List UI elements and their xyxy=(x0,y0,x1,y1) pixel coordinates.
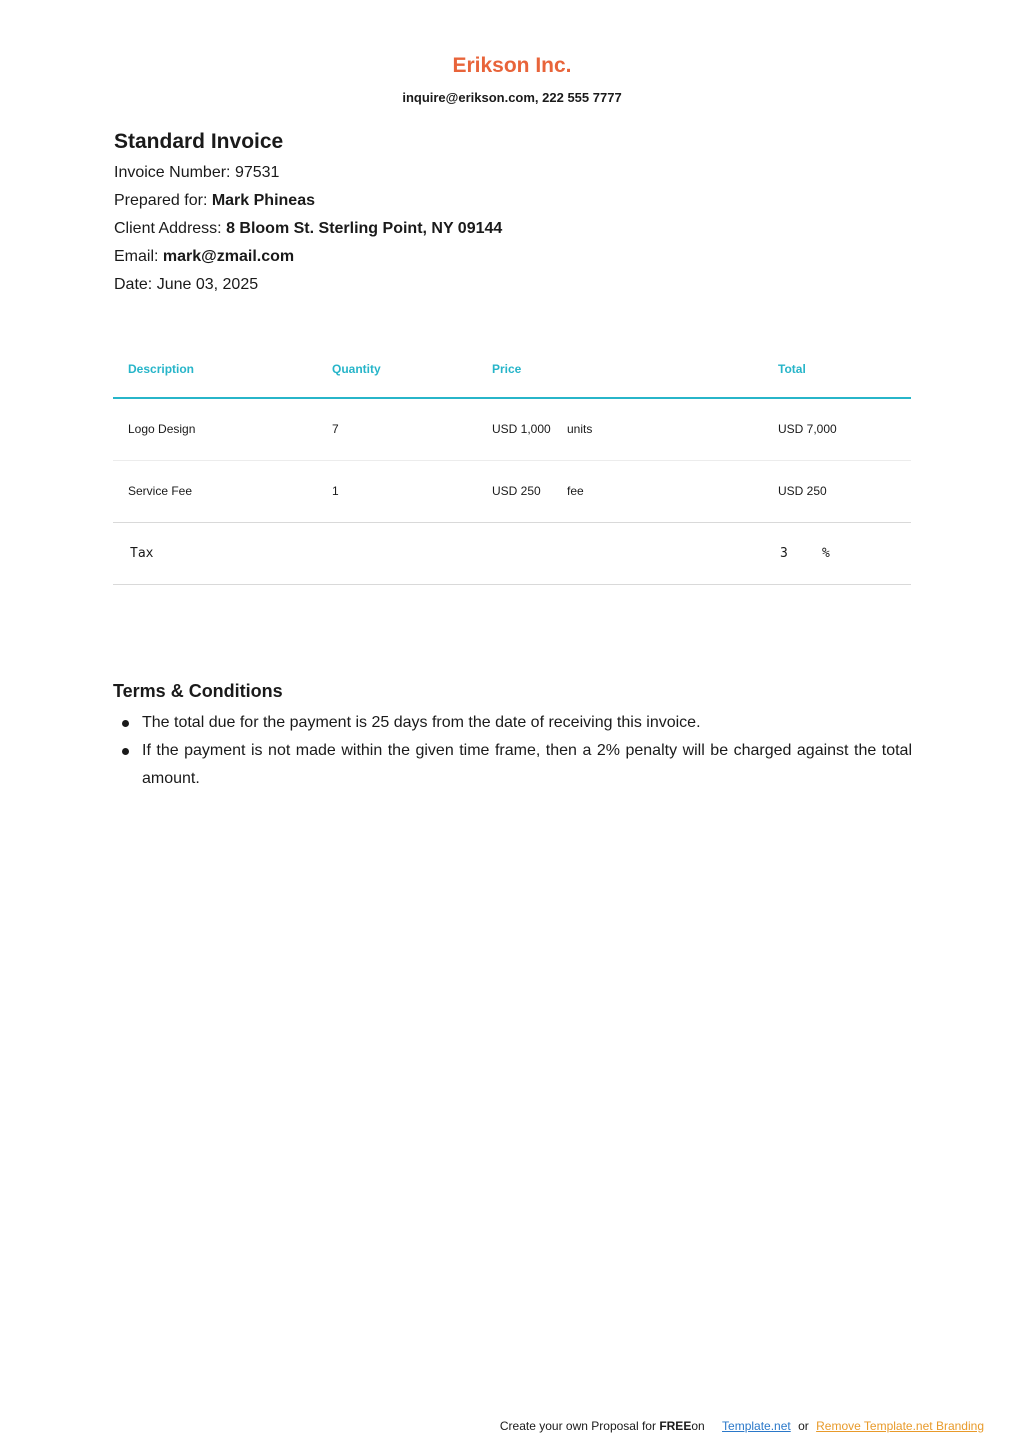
row-unit: fee xyxy=(567,484,584,498)
footer-or: or xyxy=(798,1419,809,1433)
client-address-line xyxy=(114,220,502,238)
invoice-title: Standard Invoice xyxy=(114,130,284,153)
date-label: Date: xyxy=(114,276,157,293)
company-contact: inquire@erikson.com, 222 555 7777 xyxy=(402,90,622,105)
header-total: Total xyxy=(778,362,806,376)
tax-label: Tax xyxy=(130,546,154,561)
terms-list xyxy=(142,709,912,793)
template-net-link[interactable]: Template.net xyxy=(722,1419,791,1433)
tax-value: 3 xyxy=(780,546,788,561)
prepared-for-label: Prepared for: xyxy=(114,192,212,209)
prepared-for-name: Mark Phineas xyxy=(211,192,315,209)
client-address: 8 Bloom St. Sterling Point, NY 09144 xyxy=(226,220,503,237)
invoice-number: 97531 xyxy=(234,164,280,181)
table-header-row xyxy=(113,340,911,399)
row-total: USD 250 xyxy=(778,484,827,498)
row-unit: units xyxy=(567,422,593,436)
footer-prefix: Create your own Proposal for xyxy=(499,1419,660,1433)
header-quantity: Quantity xyxy=(332,362,381,376)
terms-item: The total due for the payment is 25 days from the date of receiving this invoice. xyxy=(142,709,912,737)
remove-branding-link[interactable]: Remove Template.net Branding xyxy=(816,1419,984,1433)
invoice-number-line xyxy=(114,164,279,182)
email-label: Email: xyxy=(114,248,163,265)
date-line xyxy=(114,276,258,294)
tax-percent-sign: % xyxy=(822,546,830,561)
client-address-label: Client Address: xyxy=(114,220,227,237)
email-line xyxy=(114,248,294,266)
footer-free: FREE xyxy=(659,1419,692,1433)
row-total: USD 7,000 xyxy=(778,422,837,436)
row-quantity: 7 xyxy=(332,422,339,436)
footer-branding xyxy=(500,1419,984,1433)
header-description: Description xyxy=(128,362,195,376)
table-row xyxy=(113,399,911,461)
terms-title: Terms & Conditions xyxy=(113,681,283,701)
invoice-table xyxy=(113,340,911,585)
invoice-number-label: Invoice Number: xyxy=(114,164,235,181)
row-price: USD 250 xyxy=(492,484,541,498)
header-price: Price xyxy=(492,362,522,376)
table-row xyxy=(113,461,911,523)
row-quantity: 1 xyxy=(332,484,339,498)
invoice-date: June 03, 2025 xyxy=(156,276,259,293)
company-name: Erikson Inc. xyxy=(452,54,572,77)
tax-row xyxy=(113,523,911,585)
row-description: Logo Design xyxy=(128,422,196,436)
row-description: Service Fee xyxy=(128,484,193,498)
footer-on: on xyxy=(691,1419,705,1433)
client-email: mark@zmail.com xyxy=(162,248,295,265)
terms-item: If the payment is not made within the given time frame, then a 2% penalty will be charged against the total amount. xyxy=(142,737,912,793)
row-price: USD 1,000 xyxy=(492,422,551,436)
prepared-for-line xyxy=(114,192,315,210)
